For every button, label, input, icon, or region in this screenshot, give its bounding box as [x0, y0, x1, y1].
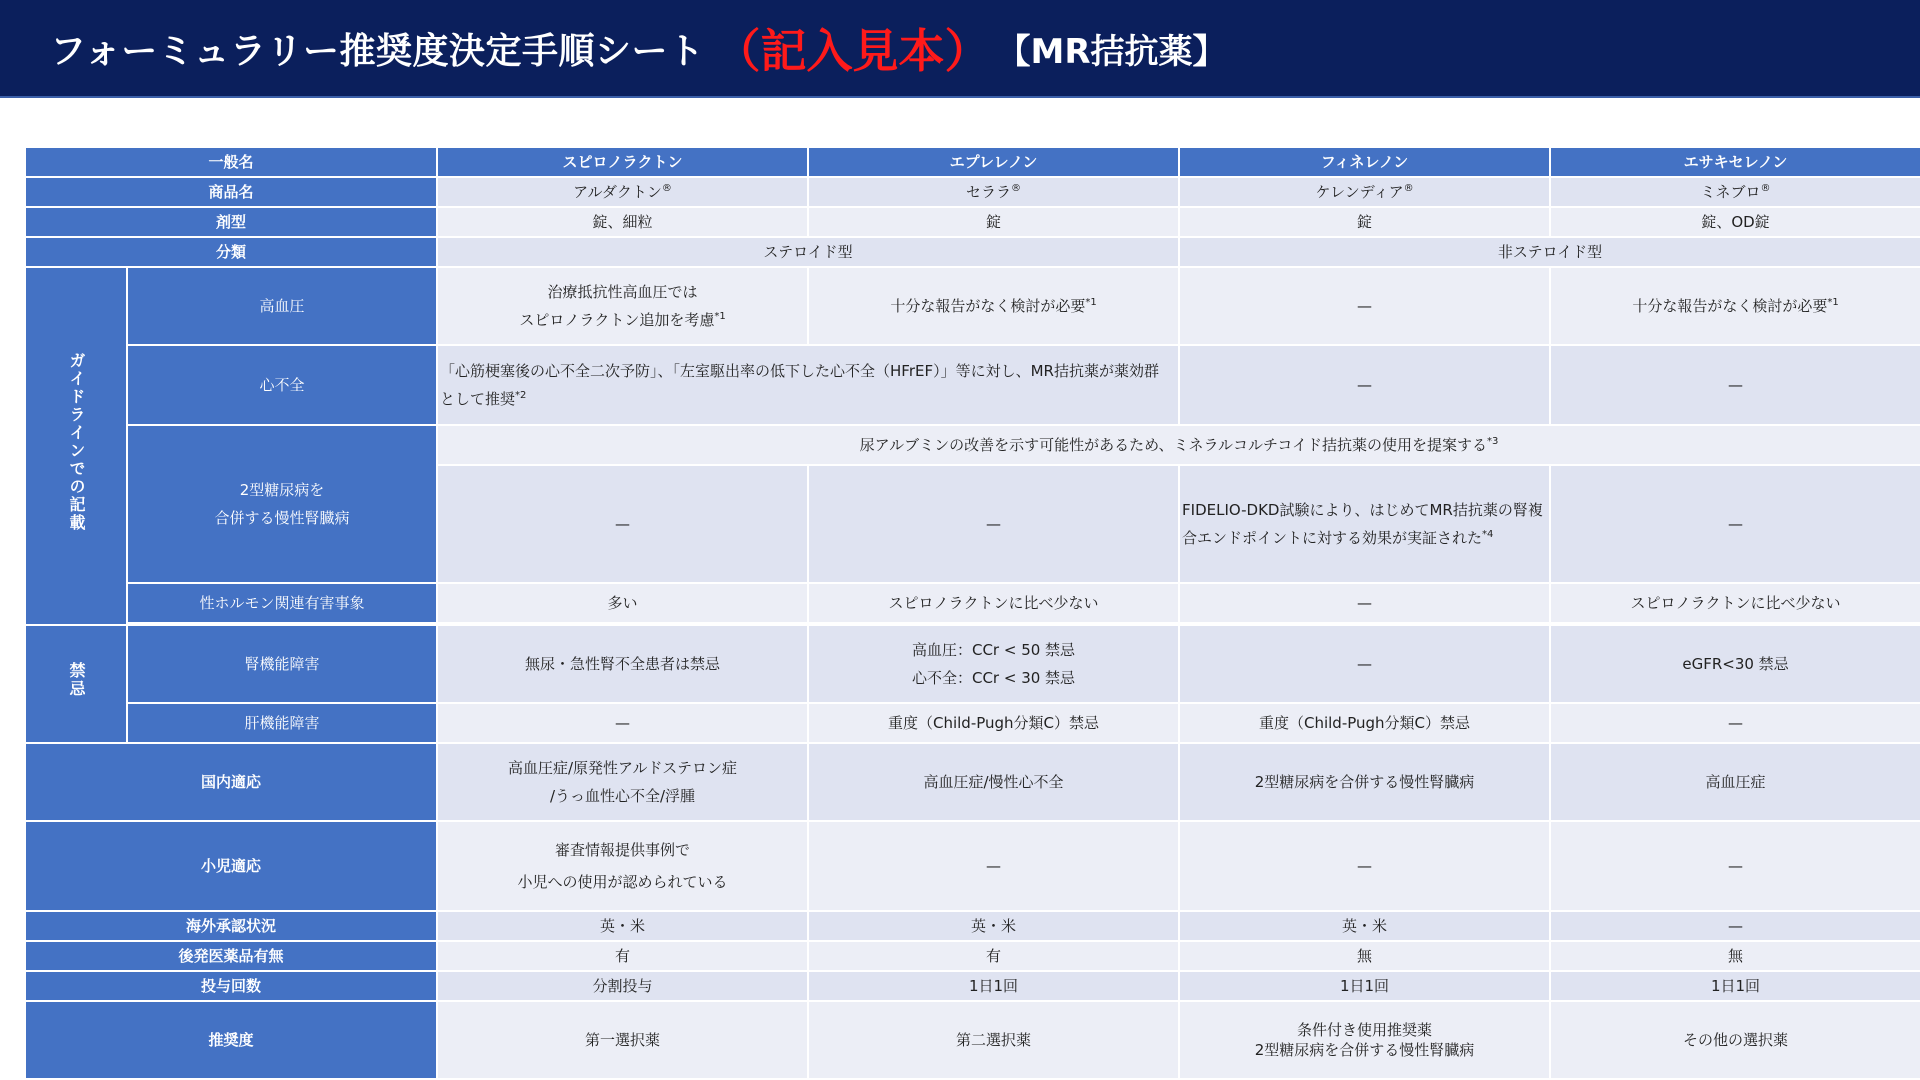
form-spironolactone: 錠、細粒	[437, 207, 808, 237]
row-label-hepatic: 肝機能障害	[127, 703, 437, 743]
row-label-renal: 腎機能障害	[127, 625, 437, 703]
hypertension-esaxerenone: 十分な報告がなく検討が必要$^{*1}$	[1550, 267, 1920, 345]
hypertension-eplerenone: 十分な報告がなく検討が必要$^{*1}$	[808, 267, 1179, 345]
dosing-eplerenone: 1日1回	[808, 971, 1179, 1001]
overseas-eplerenone: 英・米	[808, 911, 1179, 941]
renal-finerenone: —	[1179, 625, 1550, 703]
row-label-generic-name: 一般名	[25, 147, 437, 177]
row-label-heart-failure: 心不全	[127, 345, 437, 425]
recommendation-spironolactone: 第一選択薬	[437, 1001, 808, 1079]
overseas-esaxerenone: —	[1550, 911, 1920, 941]
form-finerenone: 錠	[1179, 207, 1550, 237]
pediatric-spironolactone: 審査情報提供事例で 小児への使用が認められている	[437, 821, 808, 911]
row-label-indication: 国内適応	[25, 743, 437, 821]
pediatric-eplerenone: —	[808, 821, 1179, 911]
indication-eplerenone: 高血圧症/慢性心不全	[808, 743, 1179, 821]
row-label-dosing: 投与回数	[25, 971, 437, 1001]
sex-hormone-eplerenone: スピロノラクトンに比べ少ない	[808, 583, 1179, 623]
drug-header-esaxerenone: エサキセレノン	[1550, 147, 1920, 177]
overseas-spironolactone: 英・米	[437, 911, 808, 941]
title-bar	[0, 0, 1920, 96]
row-label-hypertension: 高血圧	[127, 267, 437, 345]
table-row-generic-name	[25, 147, 1920, 177]
table-row-ckd-merged	[25, 425, 1920, 465]
hypertension-finerenone: —	[1179, 267, 1550, 345]
pediatric-finerenone: —	[1179, 821, 1550, 911]
brand-eplerenone: セララ®	[808, 177, 1179, 207]
table-row-form	[25, 207, 1920, 237]
table-row-hepatic	[25, 703, 1920, 743]
brand-esaxerenone: ミネブロ®	[1550, 177, 1920, 207]
sex-hormone-esaxerenone: スピロノラクトンに比べ少ない	[1550, 583, 1920, 623]
indication-esaxerenone: 高血圧症	[1550, 743, 1920, 821]
group-label-guideline: ガイドラインでの記載	[25, 267, 127, 625]
generic-spironolactone: 有	[437, 941, 808, 971]
table-row-renal	[25, 625, 1920, 703]
row-label-generic-drug: 後発医薬品有無	[25, 941, 437, 971]
ckd-spironolactone: —	[437, 465, 808, 583]
ckd-mr-class: 尿アルブミンの改善を示す可能性があるため、ミネラルコルチコイド拮抗薬の使用を提案する$^{*3}$	[437, 425, 1920, 465]
dosing-finerenone: 1日1回	[1179, 971, 1550, 1001]
row-label-recommendation: 推奨度	[25, 1001, 437, 1079]
table-row-recommendation	[25, 1001, 1920, 1079]
table-row-dosing	[25, 971, 1920, 1001]
renal-esaxerenone: eGFR<30 禁忌	[1550, 625, 1920, 703]
page-title: フォーミュラリー推奨度決定手順シート	[50, 30, 705, 72]
drug-header-finerenone: フィネレノン	[1179, 147, 1550, 177]
indication-spironolactone: 高血圧症/原発性アルドステロン症 /うっ血性心不全/浮腫	[437, 743, 808, 821]
generic-finerenone: 無	[1179, 941, 1550, 971]
dosing-spironolactone: 分割投与	[437, 971, 808, 1001]
pediatric-esaxerenone: —	[1550, 821, 1920, 911]
heart-failure-mr-class: 「心筋梗塞後の心不全二次予防」、「左室駆出率の低下した心不全（HFrEF）」等に対し、MR拮抗薬が薬効群 として推奨$^{*2}$	[437, 345, 1179, 425]
table-row-hypertension	[25, 267, 1920, 345]
row-label-overseas: 海外承認状況	[25, 911, 437, 941]
hepatic-esaxerenone: —	[1550, 703, 1920, 743]
hepatic-eplerenone: 重度（Child-Pugh分類C）禁忌	[808, 703, 1179, 743]
overseas-finerenone: 英・米	[1179, 911, 1550, 941]
renal-spironolactone: 無尿・急性腎不全患者は禁忌	[437, 625, 808, 703]
drug-header-eplerenone: エプレレノン	[808, 147, 1179, 177]
hepatic-spironolactone: —	[437, 703, 808, 743]
row-label-sex-hormone: 性ホルモン関連有害事象	[127, 583, 437, 623]
brand-finerenone: ケレンディア®	[1179, 177, 1550, 207]
table-row-heart-failure	[25, 345, 1920, 425]
brand-spironolactone: アルダクトン®	[437, 177, 808, 207]
recommendation-finerenone: 条件付き使用推奨薬 2型糖尿病を合併する慢性腎臓病	[1179, 1001, 1550, 1079]
row-label-brand: 商品名	[25, 177, 437, 207]
drug-header-spironolactone: スピロノラクトン	[437, 147, 808, 177]
table-row-overseas	[25, 911, 1920, 941]
class-nonsteroid: 非ステロイド型	[1179, 237, 1920, 267]
ckd-esaxerenone: —	[1550, 465, 1920, 583]
table-row-generic-drug	[25, 941, 1920, 971]
generic-eplerenone: 有	[808, 941, 1179, 971]
table-row-pediatric	[25, 821, 1920, 911]
hypertension-spironolactone: 治療抵抗性高血圧では スピロノラクトン追加を考慮$^{*1}$	[437, 267, 808, 345]
class-steroid: ステロイド型	[437, 237, 1179, 267]
ckd-eplerenone: —	[808, 465, 1179, 583]
table-row-class	[25, 237, 1920, 267]
indication-finerenone: 2型糖尿病を合併する慢性腎臓病	[1179, 743, 1550, 821]
recommendation-esaxerenone: その他の選択薬	[1550, 1001, 1920, 1079]
row-label-class: 分類	[25, 237, 437, 267]
form-eplerenone: 錠	[808, 207, 1179, 237]
heart-failure-finerenone: —	[1179, 345, 1550, 425]
group-label-contraindication: 禁忌	[25, 625, 127, 743]
ckd-finerenone: FIDELIO-DKD試験により、はじめてMR拮抗薬の腎複 合エンドポイントに対する効果が実証された$^{*4}$	[1179, 465, 1550, 583]
recommendation-eplerenone: 第二選択薬	[808, 1001, 1179, 1079]
sample-label: （記入見本）	[714, 24, 991, 78]
category-label: 【MR拮抗薬】	[996, 31, 1227, 72]
hepatic-finerenone: 重度（Child-Pugh分類C）禁忌	[1179, 703, 1550, 743]
title-divider	[0, 96, 1920, 98]
row-label-ckd: 2型糖尿病を 合併する慢性腎臓病	[127, 425, 437, 583]
sex-hormone-spironolactone: 多い	[437, 583, 808, 623]
sex-hormone-finerenone: —	[1179, 583, 1550, 623]
renal-eplerenone: 高血圧：CCr < 50 禁忌 心不全：CCr < 30 禁忌	[808, 625, 1179, 703]
row-label-form: 剤型	[25, 207, 437, 237]
row-label-pediatric: 小児適応	[25, 821, 437, 911]
formulary-table	[24, 146, 1920, 1080]
generic-esaxerenone: 無	[1550, 941, 1920, 971]
table-row-brand	[25, 177, 1920, 207]
heart-failure-esaxerenone: —	[1550, 345, 1920, 425]
table-row-indication	[25, 743, 1920, 821]
form-esaxerenone: 錠、OD錠	[1550, 207, 1920, 237]
table-row-sex-hormone	[25, 583, 1920, 623]
dosing-esaxerenone: 1日1回	[1550, 971, 1920, 1001]
